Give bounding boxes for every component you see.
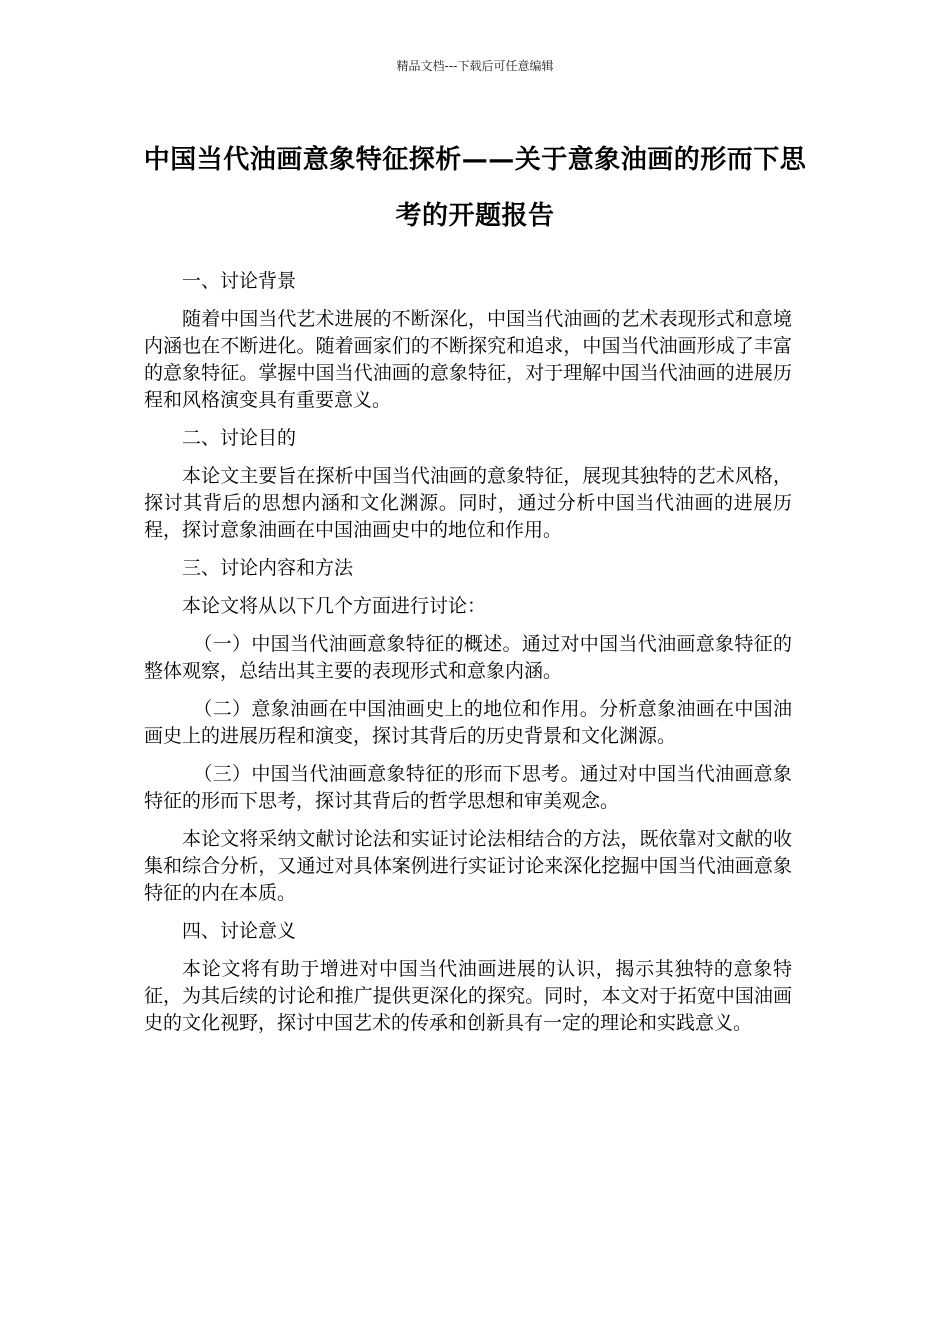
section-heading-significance: 四、讨论意义 — [182, 920, 297, 942]
content-item-1: （一）中国当代油画意象特征的概述。通过对中国当代油画意象特征的整体观察，总结出其主要的表现形式和意象内涵。 — [144, 633, 792, 682]
significance-paragraph: 本论文将有助于增进对中国当代油画进展的认识，揭示其独特的意象特征，为其后续的讨论和推广提供更深化的探究。同时，本文对于拓宽中国油画史的文化视野，探讨中国艺术的传承和创新具有一定的理论和实践意义。 — [144, 958, 792, 1034]
background-paragraph: 随着中国当代艺术进展的不断深化，中国当代油画的艺术表现形式和意境内涵也在不断进化。随着画家们的不断探究和追求，中国当代油画形成了丰富的意象特征。掌握中国当代油画的意象特征，对于理解中国当代油画的进展历程和风格演变具有重要意义。 — [144, 308, 792, 411]
content-item-2: （二）意象油画在中国油画史上的地位和作用。分析意象油画在中国油画史上的进展历程和演变，探讨其背后的历史背景和文化渊源。 — [144, 698, 792, 747]
page-header: 精品文档---下载后可任意编辑 — [396, 59, 554, 73]
document-body — [144, 268, 792, 1048]
document-title: 中国当代油画意象特征探析——关于意象油画的形而下思考的开题报告 — [143, 145, 807, 231]
method-paragraph: 本论文将采纳文献讨论法和实证讨论法相结合的方法，既依靠对文献的收集和综合分析，又通过对具体案例进行实证讨论来深化挖掘中国当代油画意象特征的内在本质。 — [144, 828, 792, 904]
section-heading-purpose: 二、讨论目的 — [182, 427, 297, 449]
purpose-paragraph: 本论文主要旨在探析中国当代油画的意象特征，展现其独特的艺术风格，探讨其背后的思想内涵和文化渊源。同时，通过分析中国当代油画的进展历程，探讨意象油画在中国油画史中的地位和作用。 — [144, 465, 792, 541]
section-heading-content-method: 三、讨论内容和方法 — [182, 557, 354, 579]
content-intro-paragraph: 本论文将从以下几个方面进行讨论： — [182, 595, 487, 617]
content-item-3: （三）中国当代油画意象特征的形而下思考。通过对中国当代油画意象特征的形而下思考，探讨其背后的哲学思想和审美观念。 — [144, 763, 792, 812]
section-heading-background: 一、讨论背景 — [182, 270, 297, 292]
